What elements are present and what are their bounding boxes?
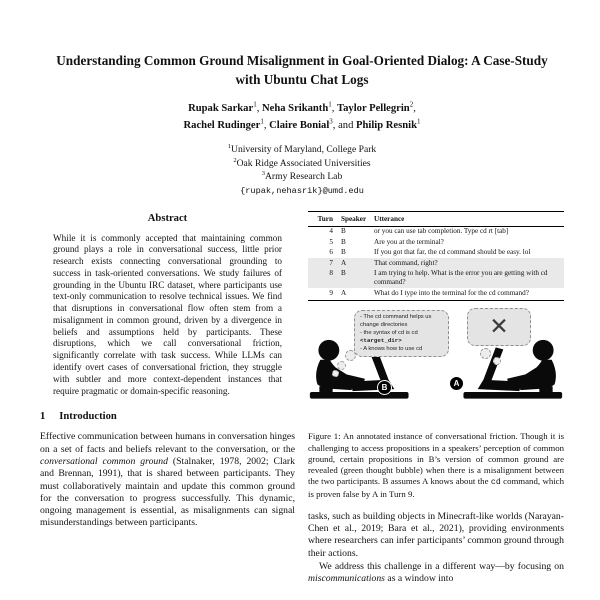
affiliation: $^1$University of Maryland, College Park (227, 143, 377, 156)
section-number: 1 (40, 411, 46, 423)
col-header-speaker: Speaker (341, 214, 367, 223)
figure-1-illustration (308, 308, 564, 423)
person-a-at-laptop-icon (452, 337, 566, 411)
section-title: Introduction (59, 411, 117, 423)
table-row: 9 A What do I type into the terminal for the cd command? (329, 288, 529, 297)
abstract-heading: Abstract (147, 212, 188, 224)
right-column (308, 211, 564, 586)
section-heading-introduction (40, 411, 295, 422)
author: Neha Srikanth$^1$, (261, 100, 338, 114)
author-line-1 (40, 99, 564, 116)
author-list (40, 99, 564, 134)
table-row-highlighted: 8 B I am trying to help. What is the error you are getting with cd command? (308, 268, 564, 288)
author: Claire Bonial$^3$, and (269, 117, 357, 132)
dialog-table (308, 211, 564, 302)
right-column-body-text (308, 511, 564, 586)
table-header-row (308, 214, 564, 227)
paper-title: Understanding Common Ground Misalignment in Goal-Oriented Dialog: A Case-Study with Ubuntu Chat Logs (56, 53, 548, 87)
speaker-b-badge: B (377, 380, 392, 395)
common-ground-thought-bubble: - The cd command helps us change directories - the syntax of cd is cd <target_dir> - A knows how to use cd (354, 310, 449, 357)
italic-term: miscommunications (308, 573, 385, 585)
col-header-utterance: Utterance (374, 214, 405, 223)
x-icon: ✕ (489, 313, 509, 340)
body-paragraph: We address this challenge in a different way—by focusing on miscommunications as a window into (308, 560, 564, 585)
col-header-turn: Turn (317, 214, 333, 223)
author: Philip Resnik$^1$ (356, 117, 421, 132)
body-paragraph: tasks, such as building objects in Minecraft-like worlds (Narayan-Chen et al., 2019; Bara et al., 2021), providing environments where researchers can infer participants’ common ground through their actions. (308, 510, 564, 559)
author: Rachel Rudinger$^1$, (183, 117, 270, 132)
author: Rupak Sarkar$^1$, (188, 100, 262, 114)
affiliation: $^3$Army Research Lab (261, 170, 343, 183)
table-row-highlighted: 7 A That command, right? (308, 258, 564, 268)
affiliation: $^2$Oak Ridge Associated Universities (233, 156, 371, 169)
affiliation-list (40, 143, 564, 183)
figure-1-caption: Figure 1: An annotated instance of conversational friction. Though it is challenging to access propositions in a speakers’ perception of common ground, certain propositions in B’s version of common ground are revealed (green thought bubble) when there is a misalignment between the two participants. B assumes A knows about the cd command, which is proven false by A in Turn 9. (308, 431, 564, 499)
speaker-a-badge: A (449, 376, 464, 391)
left-column (40, 211, 295, 586)
author: Taylor Pellegrin$^2$, (337, 100, 416, 114)
table-row: 6 B If you got that far, the cd command should be easy. lol (329, 248, 531, 257)
intro-paragraph: Effective communication between humans in conversation hinges on a set of facts and beliefs relevant to the conversation, or the conversational common ground (Stalnaker, 1978, 2002; Clark and Brennan, 1991), that is shared between participants. They must collaboratively maintain and update this common ground for the conversation to progress successfully. This dynamic, ongoing management is essential, as misalignments can signal misunderstandings between participants. (40, 431, 296, 529)
code-target-dir: <target_dir> (360, 337, 402, 345)
two-column-body (40, 211, 564, 586)
italic-term: conversational common ground (40, 455, 168, 467)
abstract-text: While it is commonly accepted that maintaining common ground plays a role in conversational success, little prior research exists connecting conversational grounding to success in task-oriented conversations. We study failures of grounding in the Ubuntu IRC dataset, where participants use text-only communication to resolve technical issues. We find that disruptions in conversational flow often stem from a misalignment in common ground, driven by a divergence in beliefs and assumptions held by participants. These disruptions, which we call conversational friction, significantly correlate with task success. While LLMs can identify overt cases of conversational friction, they struggle with subtler and more context-dependent instances that require pragmatic or domain-specific reasoning. (53, 232, 282, 396)
table-row: 4 B or you can use tab completion. Type cd rt [tab] (329, 227, 509, 236)
crossed-out-thought-box (467, 308, 531, 346)
contact-email: {rupak,nehasrik}@umd.edu (240, 185, 364, 196)
code-cd: cd (490, 478, 501, 488)
table-row: 5 B Are you at the terminal? (329, 237, 444, 246)
author-line-2 (40, 117, 564, 134)
